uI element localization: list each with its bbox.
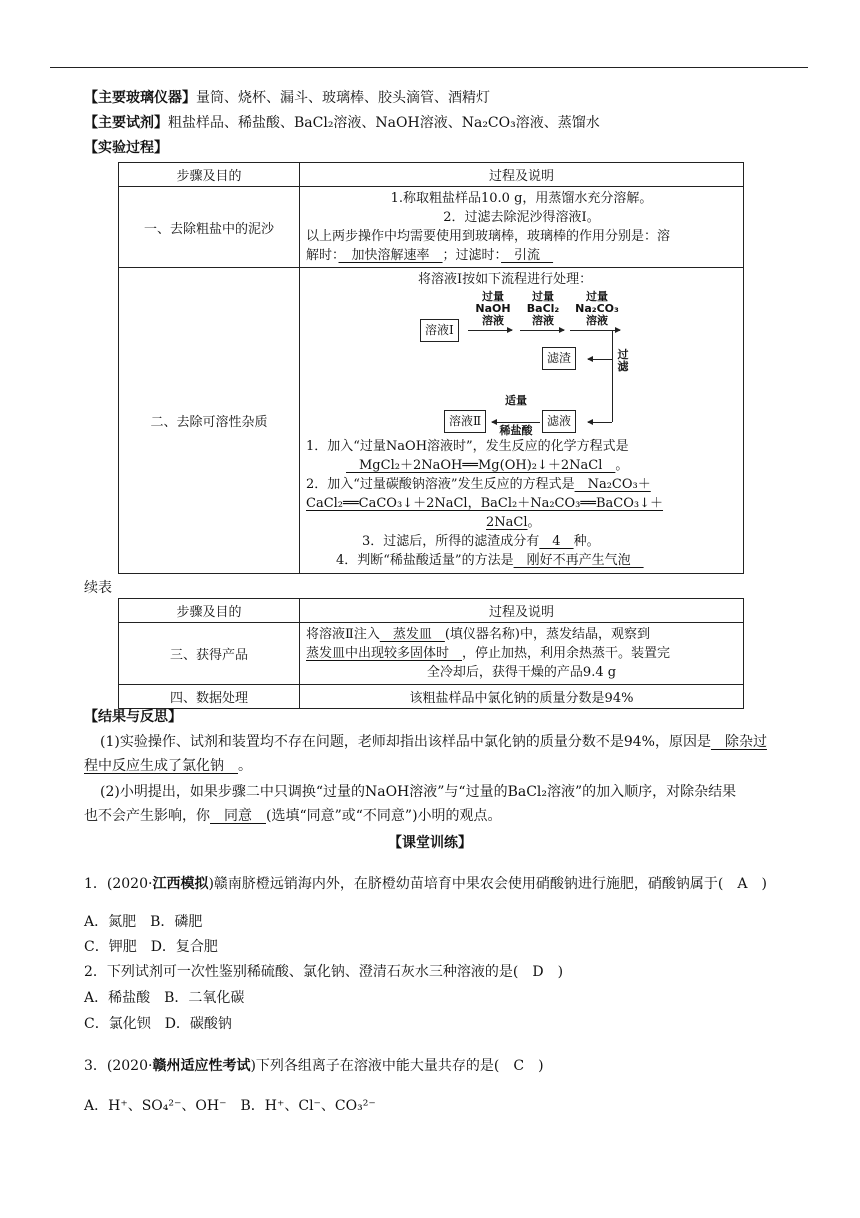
reflection-p2-b: 也不会产生影响，你 [84, 808, 210, 824]
reagents-line [84, 113, 600, 133]
answer-observation: 蒸发皿中出现较多固体时 [306, 646, 463, 661]
reflection-label: 【结果与反思】 [84, 709, 182, 725]
step-3-label: 三、获得产品 [119, 623, 300, 685]
table-header-process: 过程及说明 [300, 599, 744, 623]
question-1: 1．加入“过量NaOH溶液时”，发生反应的化学方程式是 [306, 439, 629, 454]
q1-number: 1．(2020· [84, 876, 153, 892]
filter-label: 过滤 [617, 348, 629, 373]
table-header-step: 步骤及目的 [119, 599, 300, 623]
question-4: 4．判断“稀盐酸适量”的方法是 [336, 553, 514, 568]
q1-text: )赣南脐橙远销海内外，在脐橙幼苗培育中果农会使用硝酸钠进行施肥，硝酸钠属于( A ) [208, 876, 767, 892]
answer-4: 刚好不再产生气泡 [513, 553, 644, 568]
answer-1: MgCl₂＋2NaOH══Mg(OH)₂↓＋2NaCl [346, 458, 616, 473]
q1-source: 江西模拟 [152, 876, 209, 892]
answer-2c: 2NaCl [486, 515, 528, 530]
step-3-detail [300, 623, 744, 685]
q3-text: )下列各组离子在溶液中能大量共存的是( C ) [250, 1058, 544, 1074]
q2-options-1: A．稀盐酸 B．二氧化碳 [84, 990, 245, 1006]
q1-options-2: C．钾肥 D．复合肥 [84, 939, 218, 955]
connector-line [612, 330, 613, 422]
flow-intro: 将溶液Ⅰ按如下流程进行处理： [418, 272, 593, 287]
arrow [588, 359, 612, 360]
arrow [492, 422, 540, 423]
answer-dissolve: 加快溶解速率 [338, 248, 443, 263]
residue-box: 滤渣 [542, 347, 576, 370]
arrow [468, 330, 512, 331]
q1-options-1: A．氮肥 B．磷肥 [84, 914, 203, 930]
reflection-p2 [84, 782, 736, 802]
step-1-line-3: 以上两步操作中均需要使用到玻璃棒，玻璃棒的作用分别是：溶 [306, 229, 671, 244]
step-2-label: 二、去除可溶性杂质 [119, 268, 300, 574]
answer-3: 4 [539, 534, 574, 549]
reflection-answer-2: 同意 [210, 808, 266, 824]
arrow [520, 330, 564, 331]
reflection-p1-cont [84, 756, 252, 776]
process-table [118, 162, 744, 574]
step-1-label: 一、去除粗盐中的泥沙 [119, 187, 300, 268]
answer-filter: 引流 [501, 248, 554, 263]
acid-label-2: 稀盐酸 [499, 424, 533, 437]
q3-options: A．H⁺、SO₄²⁻、OH⁻ B．H⁺、Cl⁻、CO₃²⁻ [84, 1098, 376, 1114]
reflection-answer-1b: 程中反应生成了氯化钠 [84, 758, 238, 774]
flow-diagram [306, 289, 737, 437]
reflection-p2-text: (2)小明提出，如果步骤二中只调换“过量的NaOH溶液”与“过量的BaCl₂溶液”的加入顺序，对除杂结果 [100, 784, 737, 800]
q2-options-2: C．氯化钡 D．碳酸钠 [84, 1016, 232, 1032]
question-2: 2．加入“过量碳酸钠溶液”发生反应的方程式是 [306, 477, 575, 492]
table-header-process: 过程及说明 [300, 163, 744, 187]
step-4-detail: 该粗盐样品中氯化钠的质量分数是94% [300, 685, 744, 709]
instruments-text: 量筒、烧杯、漏斗、玻璃棒、胶头滴管、酒精灯 [196, 90, 490, 106]
reagent-na2co3: 过量 Na₂CO₃ 溶液 [575, 290, 619, 327]
question-3: 3．过滤后，所得的滤渣成分有 [362, 534, 540, 549]
reagent-bacl2: 过量 BaCl₂ 溶液 [526, 290, 560, 327]
process-label: 【实验过程】 [84, 140, 168, 156]
question-3-end: 种。 [573, 534, 600, 549]
continued-label: 续表 [84, 580, 112, 596]
q3-number: 3．(2020· [84, 1058, 153, 1074]
reflection-p2-c: (选填“同意”或“不同意”)小明的观点。 [266, 808, 502, 824]
table-row [119, 685, 744, 709]
table-row [119, 623, 744, 685]
answer-2b: CaCl₂══CaCO₃↓＋2NaCl，BaCl₂＋Na₂CO₃══BaCO₃↓＋ [306, 496, 664, 511]
training-q3 [84, 1056, 544, 1076]
answer-2a: Na₂CO₃＋ [574, 477, 651, 492]
table-row [119, 268, 744, 574]
step-3-text-a: 将溶液Ⅱ注入 [306, 627, 380, 642]
reflection-p1 [84, 732, 767, 752]
table-row [119, 187, 744, 268]
step-3-text-b: (填仪器名称)中，蒸发结晶，观察到 [444, 627, 651, 642]
reflection-p2-cont [84, 806, 502, 826]
filtrate-box: 滤液 [542, 410, 576, 433]
reflection-p1-end: 。 [238, 758, 252, 774]
reflection-p1-text: (1)实验操作、试剂和装置均不存在问题，老师却指出该样品中氯化钠的质量分数不是94%，原因是 [100, 734, 711, 750]
solution-1-box: 溶液Ⅰ [420, 319, 459, 342]
instruments-line [84, 88, 490, 108]
q3-source: 赣州适应性考试 [152, 1058, 251, 1074]
step-4-label: 四、数据处理 [119, 685, 300, 709]
table-header-step: 步骤及目的 [119, 163, 300, 187]
training-q2: 2．下列试剂可一次性鉴别稀硫酸、氯化钠、澄清石灰水三种溶液的是( D ) [84, 964, 564, 980]
step-2-detail: 将溶液Ⅰ按如下流程进行处理： 过量 NaOH 溶液 过量 BaCl₂ 溶液 过量 Na₂CO₃ 溶液 溶液Ⅰ 过滤 滤渣 滤液 溶液Ⅱ 适量 稀盐酸 1．加入“过量NaOH溶液时”，发生反应的化学方程式是 MgCl₂＋2NaOH══Mg(OH)₂↓＋2NaCl 。 2．加入“过量碳酸钠溶液”发生反应的方程式是 Na₂CO₃＋ CaCl₂══CaCO₃↓＋2NaCl，BaCl₂＋Na₂CO₃══BaCO₃↓＋ 2NaCl。 3．过滤后，所得的滤渣成分有 4 种。 4．判断“稀盐酸适量”的方法是 刚好不再产生气泡 [300, 268, 744, 574]
training-title: 【课堂训练】 [388, 835, 472, 851]
step-1-line-1: 1.称取粗盐样品10.0 g，用蒸馏水充分溶解。 [390, 191, 653, 206]
step-3-text-c: ，停止加热，利用余热蒸干。装置完 [462, 646, 671, 661]
reagents-text: 粗盐样品、稀盐酸、BaCl₂溶液、NaOH溶液、Na₂CO₃溶液、蒸馏水 [168, 115, 600, 131]
reagents-label: 【主要试剂】 [84, 115, 168, 131]
step-1-line-4b: ；过滤时： [442, 248, 502, 263]
reagent-naoh: 过量 NaOH 溶液 [475, 290, 511, 327]
answer-evaporating-dish: 蒸发皿 [379, 627, 445, 642]
training-q1 [84, 874, 767, 894]
step-3-text-d: 全冷却后，获得干燥的产品9.4 g [426, 665, 617, 680]
top-rule [50, 67, 808, 68]
step-1-detail [300, 187, 744, 268]
solution-2-box: 溶液Ⅱ [444, 410, 486, 433]
step-1-line-4: 解时： [306, 248, 339, 263]
process-table-continued [118, 598, 744, 709]
arrow [588, 422, 612, 423]
step-1-line-2: 2．过滤去除泥沙得溶液Ⅰ。 [443, 210, 600, 225]
instruments-label: 【主要玻璃仪器】 [84, 90, 196, 106]
acid-label: 适量 [505, 394, 527, 407]
reflection-answer-1a: 除杂过 [710, 734, 767, 750]
